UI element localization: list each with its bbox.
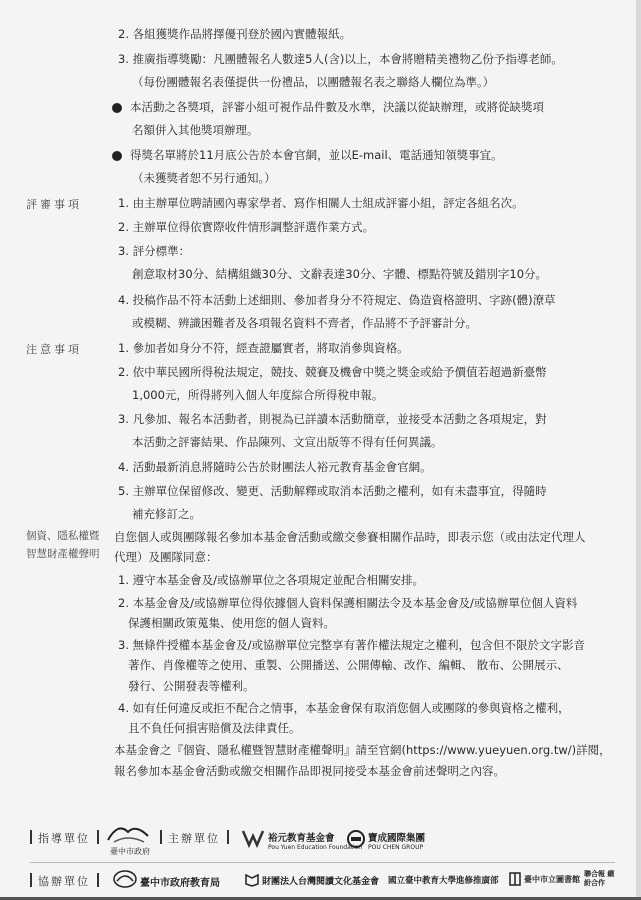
notes-item-5a: 5. 主辦單位保留修改、變更、活動解釋或取消本活動之權利，如有未盡事宜，得隨時 [118,484,547,498]
notes-item-3a: 3. 凡參加、報名本活動者，則視為已詳讀本活動簡章，並接受本活動之各項規定，對 [118,412,547,426]
notes-item-2b: 1,000元，所得將列入個人年度綜合所得稅申報。 [132,388,384,402]
privacy-item-4a: 4. 如有任何違反或拒不配合之情事，本基金會保有取消您個人或團隊的參與資格之權利， [118,701,570,715]
host-org-2-en: POU CHEN GROUP [368,844,424,851]
privacy-item-4b: 且不負任何損害賠償及法律責任。 [128,721,301,735]
notes-section-label: 注意事項 [26,343,82,356]
privacy-closing-b: 報名參加本基金會活動或繳交相關作品即視同接受本基金會前述聲明之內容。 [114,764,505,778]
notes-item-3b: 本活動之評審結果、作品陳列、文宣出版等不得有任何異議。 [132,435,443,449]
awards-bullet-1a: 本活動之各獎項，評審小組可視作品件數及水準，決議以從缺辦理，或將從缺獎項 [130,100,544,114]
review-item-2: 2. 主辦單位得依實際收件情形調整評選作業方式。 [118,220,375,234]
notes-item-2a: 2. 依中華民國所得稅法規定，競技、競賽及機會中獎之獎金或給予價值若超過新臺幣 [118,365,547,379]
privacy-item-2b: 保護相關政策蒐集、使用您的個人資料。 [128,616,335,630]
footer-bar [97,873,99,887]
review-item-4a: 4. 投稿作品不符本活動上述細則、參加者身分不符規定、偽造資格證明、字跡(體)潦草 [118,293,556,307]
footer-bar [30,830,32,844]
host-org-1: 裕元教育基金會 [268,833,335,844]
privacy-intro-a: 自您個人或與團隊報名參加本基金會活動或繳交參賽相關作品時，即表示您（或由法定代理人 [114,530,586,544]
education-bureau-logo-icon [112,869,138,889]
co-org-1: 臺中市政府教育局 [140,878,220,889]
reading-foundation-logo-icon [244,871,260,887]
host-label: 主辦單位 [168,832,220,845]
footer-bar [160,830,162,844]
review-section-label: 評審事項 [26,198,82,211]
co-organizer-label: 協辦單位 [38,875,90,888]
footer-divider [30,862,615,863]
bullet-icon [112,151,122,161]
footer-bar [97,830,99,844]
privacy-item-3a: 3. 無條件授權本基金會及/或協辦單位完整享有著作權法規定之權利，包含但不限於文字影音 [118,638,585,652]
awards-line-3-note: （每份團體報名表僅提供一份禮品，以團體報名表之聯絡人欄位為準。） [132,75,495,89]
review-item-1: 1. 由主辦單位聘請國內專家學者、寫作相關人士組成評審小組，評定各組名次。 [118,196,524,210]
host-org-1-en: Pou Yuen Education Foundation [268,844,363,851]
guidance-org: 臺中市政府 [110,847,150,856]
pou-yuen-foundation-logo-icon [240,828,266,848]
bullet-icon [112,103,122,113]
notes-item-4: 4. 活動最新消息將隨時公告於財團法人裕元教育基金會官網。 [118,460,432,474]
privacy-section-label-a: 個資、隱私權暨 [26,530,100,542]
co-org-3: 國立臺中教育大學進修推廣部 [388,876,499,886]
co-org-2: 財團法人台灣閱讀文化基金會 [262,877,380,887]
awards-bullet-2b: （未獲獎者恕不另行通知。） [132,171,276,185]
host-org-2: 寶成國際集團 [368,833,426,844]
review-item-3-detail: 創意取材30分、結構組織30分、文辭表達30分、字體、標點符號及錯別字10分。 [132,267,548,281]
footer-bar [30,873,32,887]
guidance-label: 指導單位 [38,832,90,845]
privacy-item-1: 1. 遵守本基金會及/或協辦單位之各項規定並配合相關安排。 [118,573,424,587]
awards-line-2: 2. 各組獲獎作品將擇優刊登於國內實體報紙。 [118,27,352,41]
pou-chen-group-logo-icon [346,829,366,849]
awards-line-3: 3. 推廣指導獎勵：凡團體報名人數達5人(含)以上，本會將贈精美禮物乙份予指導老師。 [118,52,563,66]
scan-edge-right [636,0,641,900]
notes-item-1: 1. 參加者如身分不符，經查證屬實者，將取消參與資格。 [118,341,409,355]
co-org-5: 聯合報 繽紛合作 [584,870,615,887]
review-item-4b: 或模糊、辨識困難者及各項報名資料不齊者，作品將不予評審計分。 [132,316,477,330]
privacy-section-label-b: 智慧財產權聲明 [26,548,100,560]
privacy-intro-b: 代理）及團隊同意： [114,550,218,564]
review-item-3: 3. 評分標準： [118,244,191,258]
privacy-closing-a: 本基金會之『個資、隱私權暨智慧財產權聲明』請至官網(https://www.yueyuen.org.tw/)詳閱， [114,743,611,757]
awards-bullet-2a: 得獎名單將於11月底公告於本會官網，並以E-mail、電話通知領獎事宜。 [130,148,503,162]
privacy-item-3c: 發行、公開發表等權利。 [128,679,255,693]
privacy-item-2a: 2. 本基金會及/或協辦單位得依據個人資料保護相關法令及本基金會及/或協辦單位個人資料 [118,596,578,610]
footer-bar [227,830,229,844]
notes-item-5b: 補充修訂之。 [132,507,201,521]
library-logo-icon [508,871,522,887]
privacy-item-3b: 著作、肖像權等之使用、重製、公開播送、公開傳輸、改作、編輯、 散布、公開展示、 [128,658,569,672]
awards-bullet-1b: 名額併入其他獎項辦理。 [132,123,259,137]
co-org-4: 臺中市立圖書館 [524,875,580,884]
